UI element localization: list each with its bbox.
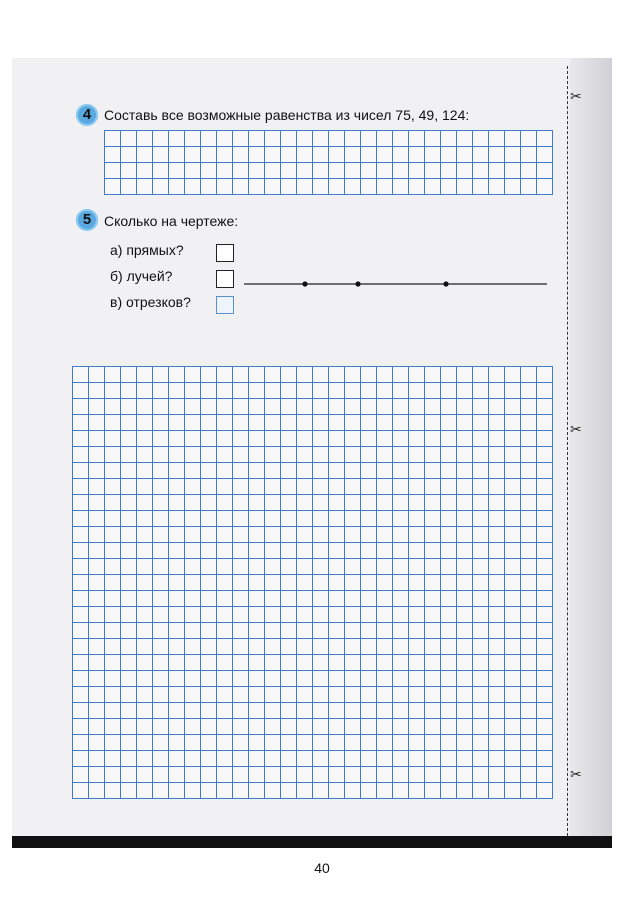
task-5-number: 5 [82,211,92,228]
question-segments-label: в) отрезков? [110,294,191,310]
scissors-icon: ✂ [570,422,582,438]
workbook-page [12,58,612,876]
task-4-answer-grid[interactable] [104,130,553,195]
page-number: 40 [314,860,330,876]
answer-box-segments[interactable] [216,296,234,314]
scissors-icon: ✂ [570,89,582,105]
task-4-text: Составь все возможные равенства из чисел 75, 49, 124: [104,107,470,123]
scan-bottom-edge [12,836,612,848]
drawing-point-2 [355,281,360,286]
page-fold-shadow [570,58,612,836]
scissors-icon: ✂ [570,767,582,783]
answer-box-rays[interactable] [216,270,234,288]
task-4-number-badge [76,104,98,126]
mistakes-answer-grid[interactable] [72,366,553,799]
line-drawing [242,274,552,294]
drawing-point-3 [443,281,448,286]
task-5-number-badge [76,209,98,231]
cut-line [567,66,568,836]
task-5-text: Сколько на чертеже: [104,213,239,229]
question-lines-label: а) прямых? [110,242,184,258]
answer-box-lines[interactable] [216,244,234,262]
drawing-point-1 [302,281,307,286]
question-rays-label: б) лучей? [110,268,173,284]
task-4-number: 4 [82,106,92,123]
